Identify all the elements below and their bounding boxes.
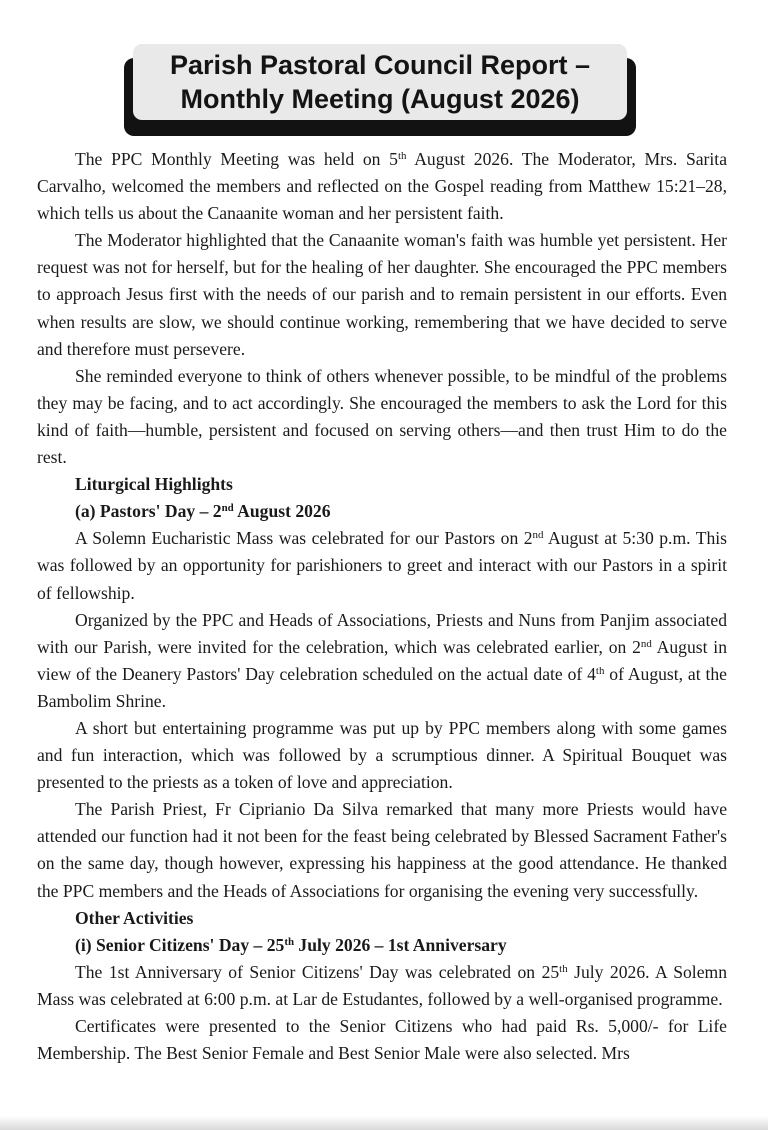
heading-pastors-day bbox=[37, 498, 727, 525]
text-run: (i) Senior Citizens' Day – 25 bbox=[75, 934, 285, 955]
ordinal-suffix: th bbox=[397, 150, 407, 162]
text-run: August at 5:30 p.m. This was followed by an opportunity for parishioners to greet and interact with our Pastors in a spirit of fellowship. bbox=[37, 528, 727, 603]
text-run: (a) Pastors' Day – 2 bbox=[75, 501, 222, 522]
ordinal-suffix: th bbox=[559, 962, 568, 975]
title-banner-box bbox=[133, 44, 627, 120]
report-body bbox=[37, 146, 727, 1067]
heading-other-activities: Other Activities bbox=[75, 907, 194, 928]
ordinal-suffix: nd bbox=[640, 637, 652, 650]
paragraph-moderator-reflection: The Moderator highlighted that the Canaanite woman's faith was humble yet persistent. Her request was not for herself, but for the healing of her daughter. She encouraged the PPC members to approach Jesus first with the needs of our parish and to remain persistent in our efforts. Even when results are slow, we should continue working, remembering that we have decided to serve and therefore must persevere. bbox=[37, 230, 727, 359]
paragraph-certificates: Certificates were presented to the Senior Citizens who had paid Rs. 5,000/- for Life Membership. The Best Senior Female and Best Senior Male were also selected. Mrs bbox=[37, 1016, 727, 1064]
paragraph-celebration-organized bbox=[37, 607, 727, 715]
paragraph-senior-anniversary bbox=[37, 959, 727, 1013]
ordinal-suffix: nd bbox=[532, 529, 544, 542]
text-run: August 2026 bbox=[233, 501, 331, 522]
text-run: August in view of the Deanery Pastors' Day celebration scheduled on the actual date of 4 bbox=[37, 636, 727, 684]
text-run: The 1st Anniversary of Senior Citizens' Day was celebrated on 25 bbox=[75, 961, 560, 982]
paragraph-eucharistic-mass bbox=[37, 525, 727, 606]
report-title-line-2: Monthly Meeting (August 2026) bbox=[180, 84, 580, 114]
paragraph-faith-reminder: She reminded everyone to think of others whenever possible, to be mindful of the problems they may be facing, and to act accordingly. She encouraged the members to ask the Lord for this kind of faith—humble, persistent and focused on serving others—and then trust Him to do the rest. bbox=[37, 365, 727, 468]
heading-liturgical-highlights: Liturgical Highlights bbox=[75, 474, 233, 495]
paragraph-parish-priest-remarks: The Parish Priest, Fr Ciprianio Da Silva remarked that many more Priests would have attended our function had it not been for the feast being celebrated by Blessed Sacrament Father's on the same day, though however, expressing his happiness at the good attendance. He thanked the PPC members and the Heads of Associations for organising the evening very successfully. bbox=[37, 799, 727, 901]
ordinal-suffix: nd bbox=[221, 502, 234, 515]
text-run: A Solemn Eucharistic Mass was celebrated for our Pastors on 2 bbox=[75, 528, 533, 549]
page-bottom-edge bbox=[0, 1116, 768, 1130]
heading-senior-citizens-day bbox=[37, 932, 727, 959]
text-run: August 2026. The Moderator, Mrs. Sarita Carvalho, welcomed the members and reflected on the Gospel reading from Matthew 15:21–28, which tells us about the Canaanite woman and her persistent faith. bbox=[37, 149, 728, 224]
report-title-banner bbox=[124, 44, 636, 136]
ordinal-suffix: th bbox=[284, 935, 295, 948]
text-run: July 2026. A Solemn Mass was celebrated at 6:00 p.m. at Lar de Estudantes, followed by a well-organised programme. bbox=[37, 961, 727, 1009]
paragraph-meeting-intro bbox=[37, 146, 727, 227]
text-run: Organized by the PPC and Heads of Associations, Priests and Nuns from Panjim associated with our Parish, were invited for the celebration, which was celebrated earlier, on 2 bbox=[37, 609, 727, 657]
text-run: July 2026 – 1st Anniversary bbox=[294, 934, 507, 955]
report-title-line-1: Parish Pastoral Council Report – bbox=[169, 50, 591, 80]
ordinal-suffix: th bbox=[595, 664, 605, 677]
paragraph-programme: A short but entertaining programme was put up by PPC members along with some games and fun interaction, which was followed by a scrumptious dinner. A Spiritual Bouquet was presented to the priests as a token of love and appreciation. bbox=[37, 717, 727, 793]
text-run: of August, at the Bambolim Shrine. bbox=[37, 663, 727, 711]
text-run: The PPC Monthly Meeting was held on 5 bbox=[75, 149, 398, 169]
